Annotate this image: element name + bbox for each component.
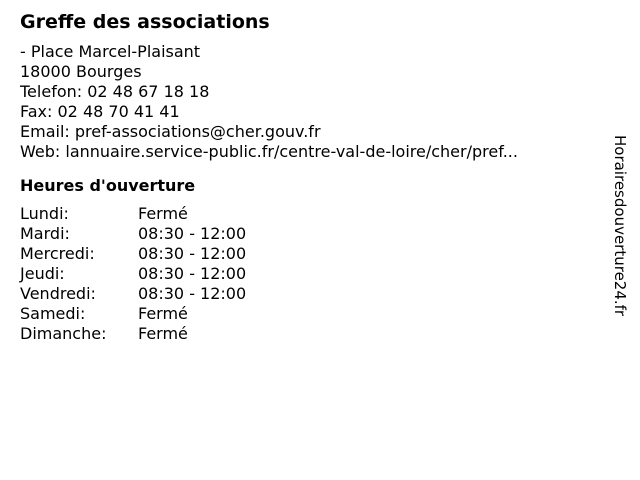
phone-line bbox=[20, 82, 600, 102]
hours-time: 08:30 - 12:00 bbox=[138, 264, 247, 283]
web-label: Web: bbox=[20, 142, 61, 161]
address-line-2: 18000 Bourges bbox=[20, 62, 142, 81]
hours-time: 08:30 - 12:00 bbox=[138, 244, 247, 263]
fax-number: 02 48 70 41 41 bbox=[57, 102, 180, 121]
email-link[interactable]: pref-associations@cher.gouv.fr bbox=[74, 122, 321, 141]
hours-day: Samedi: bbox=[20, 304, 86, 323]
address-line-1: - Place Marcel-Plaisant bbox=[20, 42, 201, 61]
hours-row bbox=[20, 284, 246, 304]
place-card bbox=[20, 10, 600, 344]
hours-heading: Heures d'ouverture bbox=[20, 176, 196, 195]
fax-label: Fax: bbox=[20, 102, 53, 121]
web-link[interactable]: lannuaire.service-public.fr/centre-val-de-loire/cher/pref... bbox=[65, 142, 518, 161]
fax-line bbox=[20, 102, 600, 122]
hours-row bbox=[20, 204, 246, 224]
hours-row bbox=[20, 224, 246, 244]
hours-row bbox=[20, 244, 246, 264]
hours-table bbox=[20, 204, 246, 344]
phone-number[interactable]: 02 48 67 18 18 bbox=[87, 82, 210, 101]
hours-time: Fermé bbox=[138, 204, 188, 223]
brand-watermark: Horairesdouverture24.fr bbox=[611, 135, 629, 317]
hours-day: Vendredi: bbox=[20, 284, 96, 303]
hours-time: 08:30 - 12:00 bbox=[138, 224, 247, 243]
hours-day: Dimanche: bbox=[20, 324, 107, 343]
hours-day: Mercredi: bbox=[20, 244, 95, 263]
hours-time: Fermé bbox=[138, 304, 188, 323]
hours-time: 08:30 - 12:00 bbox=[138, 284, 247, 303]
hours-time: Fermé bbox=[138, 324, 188, 343]
hours-row bbox=[20, 264, 246, 284]
hours-row bbox=[20, 304, 246, 324]
email-label: Email: bbox=[20, 122, 70, 141]
hours-day: Mardi: bbox=[20, 224, 70, 243]
hours-row bbox=[20, 324, 246, 344]
hours-day: Jeudi: bbox=[20, 264, 65, 283]
email-line bbox=[20, 122, 600, 142]
hours-day: Lundi: bbox=[20, 204, 69, 223]
phone-label: Telefon: bbox=[20, 82, 83, 101]
place-title: Greffe des associations bbox=[20, 11, 270, 33]
web-line bbox=[20, 142, 600, 162]
